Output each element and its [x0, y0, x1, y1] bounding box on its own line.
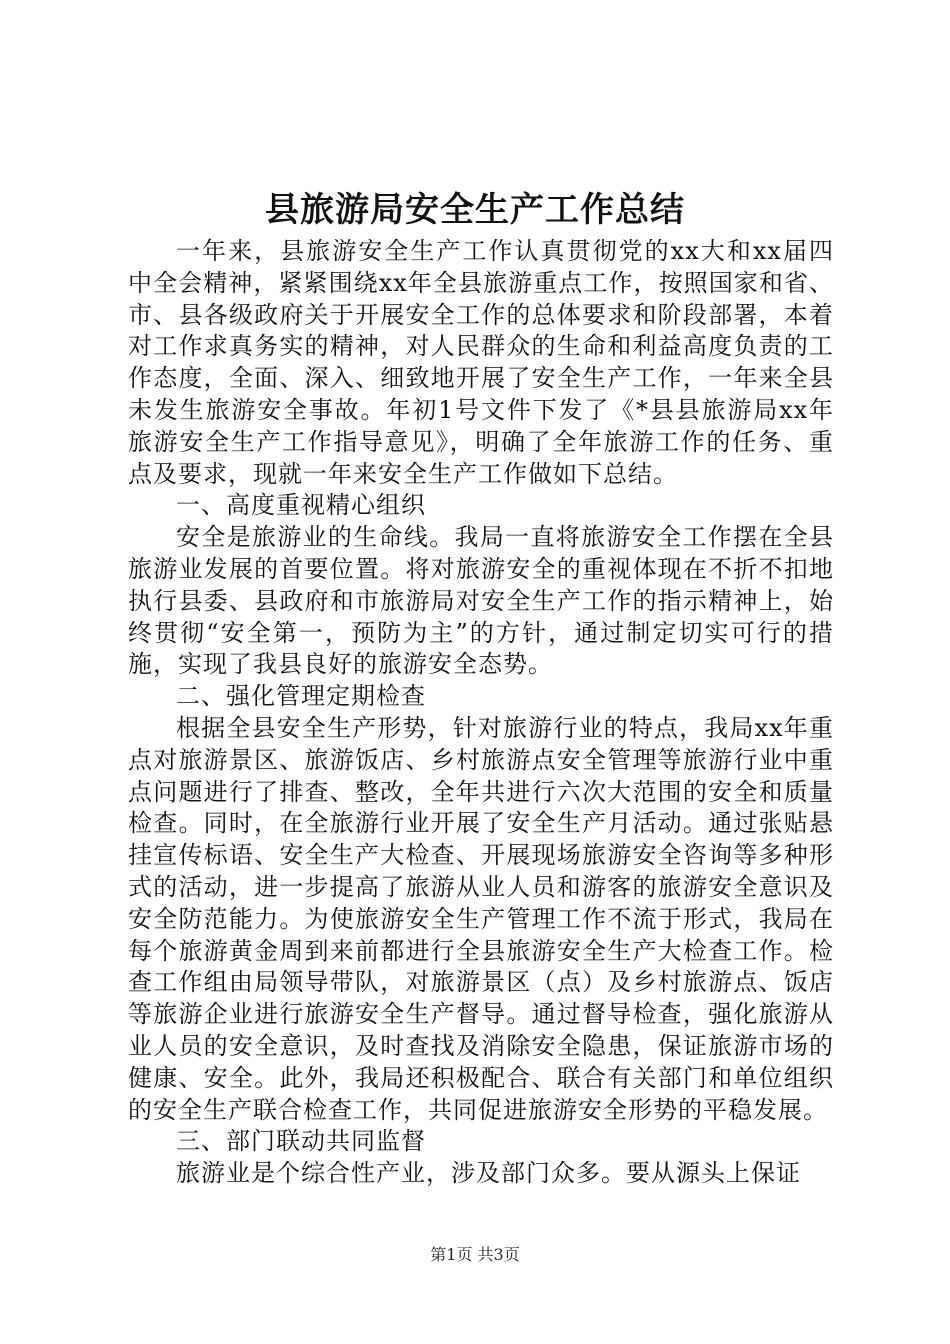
intro-paragraph: 一年来，县旅游安全生产工作认真贯彻党的xx大和xx届四中全会精神，紧紧围绕xx年全县旅游重点工作，按照国家和省、市、县各级政府关于开展安全工作的总体要求和阶段部署，本着对工作求真务实的精神，对人民群众的生命和利益高度负责的工作态度，全面、深入、细致地开展了安全生产工作，一年来全县未发生旅游安全事故。年初1号文件下发了《*县县旅游局xx年旅游安全生产工作指导意见》，明确了全年旅游工作的任务、重点及要求，现就一年来安全生产工作做如下总结。 [128, 237, 834, 488]
section-paragraph-1: 安全是旅游业的生命线。我局一直将旅游安全工作摆在全县旅游业发展的首要位置。将对旅游安全的重视体现在不折不扣地执行县委、县政府和市旅游局对安全生产工作的指示精神上，始终贯彻“安全第一，预防为主”的方针，通过制定切实可行的措施，实现了我县良好的旅游安全态势。 [128, 523, 834, 679]
section-heading-2: 二、强化管理定期检查 [176, 682, 426, 711]
section-heading-1: 一、高度重视精心组织 [176, 491, 426, 520]
document-body [128, 236, 834, 1190]
page-number-footer: 第1页 共3页 [430, 1245, 520, 1264]
section-paragraph-3: 旅游业是个综合性产业，涉及部门众多。要从源头上保证 [176, 1159, 801, 1188]
document-title: 县旅游局安全生产工作总结 [265, 190, 685, 230]
section-paragraph-2: 根据全县安全生产形势，针对旅游行业的特点，我局xx年重点对旅游景区、旅游饭店、乡村旅游点安全管理等旅游行业中重点问题进行了排查、整改，全年共进行六次大范围的安全和质量检查。同时，在全旅游行业开展了安全生产月活动。通过张贴悬挂宣传标语、安全生产大检查、开展现场旅游安全咨询等多种形式的活动，进一步提高了旅游从业人员和游客的旅游安全意识及安全防范能力。为使旅游安全生产管理工作不流于形式，我局在每个旅游黄金周到来前都进行全县旅游安全生产大检查工作。检查工作组由局领导带队，对旅游景区（点）及乡村旅游点、饭店等旅游企业进行旅游安全生产督导。通过督导检查，强化旅游从业人员的安全意识，及时查找及消除安全隐患，保证旅游市场的健康、安全。此外，我局还积极配合、联合有关部门和单位组织的安全生产联合检查工作，共同促进旅游安全形势的平稳发展。 [128, 713, 834, 1124]
section-heading-3: 三、部门联动共同监督 [176, 1127, 426, 1156]
